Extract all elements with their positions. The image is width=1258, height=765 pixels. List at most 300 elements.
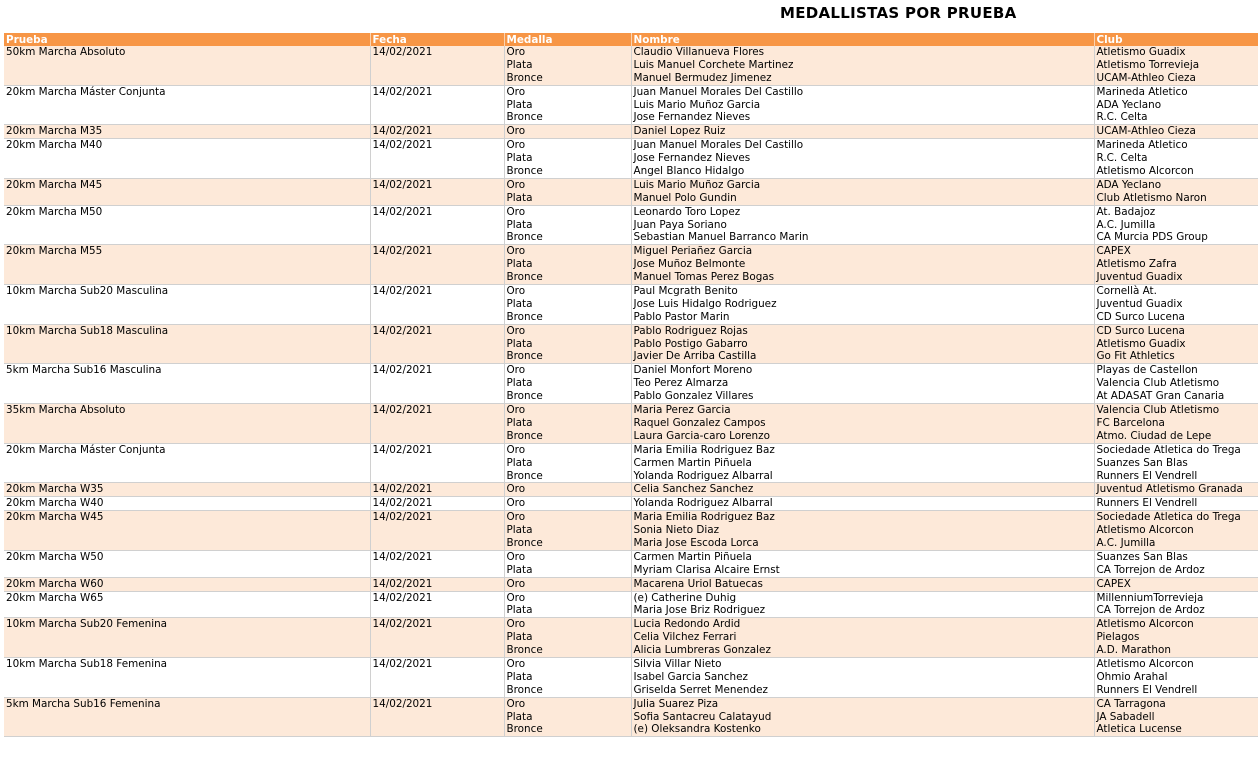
medalla-text: Plata	[506, 377, 533, 390]
nombre-cell	[631, 483, 1094, 497]
prueba-cell	[4, 443, 370, 483]
club-text: At ADASAT Gran Canaria	[1096, 390, 1225, 403]
medalla-text: Bronce	[506, 310, 543, 323]
medalla-cell	[504, 657, 631, 697]
fecha-cell	[370, 324, 504, 364]
fecha-text: 14/02/2021	[372, 85, 433, 98]
medalla-text: Oro	[506, 46, 526, 58]
table-row	[4, 618, 1258, 658]
fecha-text: 14/02/2021	[372, 511, 433, 524]
club-text: CD Surco Lucena	[1096, 324, 1185, 337]
prueba-text: 20km Marcha W65	[6, 591, 104, 604]
fecha-text: 14/02/2021	[372, 697, 433, 710]
medalla-text: Oro	[506, 657, 526, 670]
medalla-text: Plata	[506, 416, 533, 429]
nombre-text: Manuel Tomas Perez Bogas	[633, 271, 775, 284]
nombre-text: Isabel Garcia Sanchez	[633, 670, 748, 683]
fecha-cell	[370, 404, 504, 444]
club-text: ADA Yeclano	[1096, 178, 1162, 191]
club-text: Runners El Vendrell	[1096, 683, 1198, 696]
table-row	[4, 483, 1258, 497]
prueba-cell	[4, 125, 370, 139]
nombre-text: Juan Manuel Morales Del Castillo	[633, 85, 804, 98]
nombre-text: Maria Perez Garcia	[633, 404, 731, 417]
fecha-text: 14/02/2021	[372, 364, 433, 377]
medalla-cell	[504, 591, 631, 618]
club-cell	[1094, 497, 1258, 511]
prueba-text: 10km Marcha Sub20 Femenina	[6, 618, 168, 631]
nombre-text: Sofia Santacreu Calatayud	[633, 710, 772, 723]
club-text: Atmo. Ciudad de Lepe	[1096, 429, 1212, 442]
prueba-cell	[4, 324, 370, 364]
medalla-text: Bronce	[506, 350, 543, 363]
table-row	[4, 46, 1258, 85]
prueba-text: 20km Marcha W35	[6, 483, 104, 496]
medalla-text: Plata	[506, 337, 533, 350]
club-text: Valencia Club Atletismo	[1096, 404, 1220, 417]
club-text: Playas de Castellon	[1096, 364, 1198, 377]
medalla-text: Bronce	[506, 723, 543, 736]
fecha-text: 14/02/2021	[372, 657, 433, 670]
club-cell	[1094, 657, 1258, 697]
club-text: A.D. Marathon	[1096, 644, 1171, 657]
prueba-text: 20km Marcha W45	[6, 511, 104, 524]
medalla-text: Bronce	[506, 469, 543, 482]
club-cell	[1094, 443, 1258, 483]
nombre-cell	[631, 657, 1094, 697]
prueba-cell	[4, 245, 370, 285]
medalla-text: Oro	[506, 443, 526, 456]
table-row	[4, 697, 1258, 737]
nombre-text: Lucia Redondo Ardid	[633, 618, 741, 631]
table-row	[4, 364, 1258, 404]
fecha-text: 14/02/2021	[372, 285, 433, 298]
prueba-cell	[4, 497, 370, 511]
medalla-cell	[504, 618, 631, 658]
nombre-cell	[631, 618, 1094, 658]
nombre-text: Pablo Gonzalez Villares	[633, 390, 754, 403]
nombre-text: Manuel Polo Gundin	[633, 191, 737, 204]
medalla-cell	[504, 178, 631, 205]
nombre-text: Jose Muñoz Belmonte	[633, 258, 746, 271]
fecha-text: 14/02/2021	[372, 577, 433, 590]
medalla-cell	[504, 483, 631, 497]
medalla-cell	[504, 511, 631, 551]
medalla-text: Oro	[506, 364, 526, 377]
nombre-text: Alicia Lumbreras Gonzalez	[633, 644, 771, 657]
club-cell	[1094, 46, 1258, 85]
header-row	[4, 33, 1258, 46]
fecha-text: 14/02/2021	[372, 550, 433, 563]
medalla-text: Plata	[506, 58, 533, 71]
nombre-text: Maria Jose Escoda Lorca	[633, 536, 759, 549]
nombre-text: Daniel Lopez Ruiz	[633, 125, 726, 138]
medalla-text: Oro	[506, 483, 526, 496]
fecha-cell	[370, 577, 504, 591]
medalla-text: Bronce	[506, 271, 543, 284]
club-text: Ohmio Arahal	[1096, 670, 1168, 683]
prueba-text: 10km Marcha Sub18 Masculina	[6, 324, 169, 337]
nombre-text: Sonia Nieto Diaz	[633, 524, 720, 537]
fecha-cell	[370, 139, 504, 179]
prueba-text: 20km Marcha M50	[6, 205, 103, 218]
fecha-cell	[370, 178, 504, 205]
medalla-text: Oro	[506, 178, 526, 191]
medalla-text: Oro	[506, 550, 526, 563]
club-cell	[1094, 483, 1258, 497]
club-cell	[1094, 511, 1258, 551]
prueba-cell	[4, 46, 370, 85]
prueba-cell	[4, 139, 370, 179]
table-row	[4, 577, 1258, 591]
nombre-cell	[631, 497, 1094, 511]
nombre-text: Luis Mario Muñoz Garcia	[633, 98, 761, 111]
table-row	[4, 511, 1258, 551]
prueba-text: 20km Marcha M55	[6, 245, 103, 258]
nombre-cell	[631, 85, 1094, 125]
nombre-text: Carmen Martin Piñuela	[633, 550, 752, 563]
medalla-text: Plata	[506, 524, 533, 537]
medalla-text: Bronce	[506, 111, 543, 124]
medalla-text: Oro	[506, 497, 526, 510]
table-row	[4, 245, 1258, 285]
fecha-text: 14/02/2021	[372, 404, 433, 417]
nombre-text: Jose Luis Hidalgo Rodriguez	[633, 297, 777, 310]
medalla-text: Oro	[506, 285, 526, 298]
fecha-text: 14/02/2021	[372, 443, 433, 456]
table-row	[4, 178, 1258, 205]
nombre-cell	[631, 245, 1094, 285]
club-text: UCAM-Athleo Cieza	[1096, 125, 1196, 138]
nombre-cell	[631, 697, 1094, 737]
club-text: ADA Yeclano	[1096, 98, 1162, 111]
club-text: Sociedade Atletica do Trega	[1096, 511, 1241, 524]
nombre-text: Celia Vilchez Ferrari	[633, 631, 737, 644]
club-text: Atletica Lucense	[1096, 723, 1182, 736]
club-text: R.C. Celta	[1096, 152, 1148, 165]
prueba-text: 50km Marcha Absoluto	[6, 46, 126, 58]
medalla-text: Oro	[506, 245, 526, 258]
club-text: R.C. Celta	[1096, 111, 1148, 124]
nombre-text: Pablo Postigo Gabarro	[633, 337, 748, 350]
nombre-text: Myriam Clarisa Alcaire Ernst	[633, 563, 780, 576]
club-text: CA Murcia PDS Group	[1096, 231, 1208, 244]
medalla-text: Oro	[506, 85, 526, 98]
medalla-text: Oro	[506, 697, 526, 710]
club-text: Juventud Guadix	[1096, 297, 1183, 310]
nombre-text: Yolanda Rodriguez Albarral	[633, 497, 773, 510]
table-row	[4, 139, 1258, 179]
prueba-text: 20km Marcha W40	[6, 497, 104, 510]
nombre-text: Juan Manuel Morales Del Castillo	[633, 139, 804, 152]
prueba-cell	[4, 618, 370, 658]
table-row	[4, 324, 1258, 364]
nombre-text: Claudio Villanueva Flores	[633, 46, 765, 58]
table-row	[4, 125, 1258, 139]
nombre-text: Miguel Periañez Garcia	[633, 245, 753, 258]
club-text: JA Sabadell	[1096, 710, 1155, 723]
medalla-cell	[504, 46, 631, 85]
table-row	[4, 285, 1258, 325]
medalla-cell	[504, 697, 631, 737]
table-row	[4, 404, 1258, 444]
fecha-text: 14/02/2021	[372, 205, 433, 218]
fecha-cell	[370, 497, 504, 511]
fecha-text: 14/02/2021	[372, 46, 433, 58]
fecha-cell	[370, 511, 504, 551]
fecha-cell	[370, 125, 504, 139]
club-cell	[1094, 577, 1258, 591]
table-row	[4, 85, 1258, 125]
club-cell	[1094, 285, 1258, 325]
nombre-text: Paul Mcgrath Benito	[633, 285, 738, 298]
nombre-text: Julia Suarez Piza	[633, 697, 719, 710]
prueba-text: 20km Marcha M45	[6, 178, 103, 191]
club-text: CAPEX	[1096, 245, 1131, 258]
medalla-text: Oro	[506, 577, 526, 590]
nombre-text: Pablo Rodriguez Rojas	[633, 324, 748, 337]
header-medalla[interactable]: Medalla	[504, 33, 631, 46]
nombre-text: Luis Mario Muñoz Garcia	[633, 178, 761, 191]
club-cell	[1094, 364, 1258, 404]
fecha-cell	[370, 483, 504, 497]
club-text: Atletismo Alcorcon	[1096, 165, 1194, 178]
club-text: Juventud Atletismo Granada	[1096, 483, 1243, 496]
nombre-cell	[631, 46, 1094, 85]
nombre-cell	[631, 404, 1094, 444]
medalla-cell	[504, 364, 631, 404]
fecha-cell	[370, 697, 504, 737]
nombre-text: Jose Fernandez Nieves	[633, 152, 751, 165]
table-row	[4, 550, 1258, 577]
medalla-text: Plata	[506, 218, 533, 231]
prueba-cell	[4, 85, 370, 125]
medalla-text: Plata	[506, 631, 533, 644]
club-text: A.C. Jumilla	[1096, 536, 1156, 549]
club-text: Atletismo Torrevieja	[1096, 58, 1200, 71]
medalla-text: Plata	[506, 297, 533, 310]
prueba-cell	[4, 591, 370, 618]
medalla-text: Bronce	[506, 644, 543, 657]
prueba-text: 20km Marcha M40	[6, 139, 103, 152]
club-text: Atletismo Alcorcon	[1096, 657, 1194, 670]
nombre-cell	[631, 324, 1094, 364]
medalla-text: Plata	[506, 152, 533, 165]
prueba-text: 20km Marcha Máster Conjunta	[6, 85, 166, 98]
club-text: UCAM-Athleo Cieza	[1096, 71, 1196, 84]
fecha-text: 14/02/2021	[372, 497, 433, 510]
prueba-cell	[4, 178, 370, 205]
nombre-text: Griselda Serret Menendez	[633, 683, 768, 696]
fecha-cell	[370, 657, 504, 697]
fecha-cell	[370, 364, 504, 404]
medalla-cell	[504, 497, 631, 511]
medalla-text: Plata	[506, 710, 533, 723]
medalla-cell	[504, 550, 631, 577]
medalla-cell	[504, 125, 631, 139]
nombre-cell	[631, 591, 1094, 618]
prueba-cell	[4, 483, 370, 497]
table-row	[4, 443, 1258, 483]
fecha-cell	[370, 245, 504, 285]
prueba-cell	[4, 205, 370, 245]
nombre-cell	[631, 511, 1094, 551]
nombre-cell	[631, 443, 1094, 483]
prueba-cell	[4, 404, 370, 444]
medalla-cell	[504, 285, 631, 325]
club-text: Suanzes San Blas	[1096, 550, 1188, 563]
header-nombre[interactable]: Nombre	[631, 33, 1094, 46]
club-text: Club Atletismo Naron	[1096, 191, 1207, 204]
club-text: Marineda Atletico	[1096, 85, 1188, 98]
fecha-cell	[370, 205, 504, 245]
page-title: MEDALLISTAS POR PRUEBA	[780, 4, 1017, 22]
club-cell	[1094, 591, 1258, 618]
medalla-text: Plata	[506, 604, 533, 617]
header-fecha[interactable]: Fecha	[370, 33, 504, 46]
medalla-text: Bronce	[506, 165, 543, 178]
club-text: FC Barcelona	[1096, 416, 1165, 429]
medalla-text: Bronce	[506, 683, 543, 696]
club-text: Atletismo Alcorcon	[1096, 618, 1194, 631]
medalla-text: Plata	[506, 563, 533, 576]
club-text: CA Tarragona	[1096, 697, 1166, 710]
nombre-text: Manuel Bermudez Jimenez	[633, 71, 772, 84]
club-cell	[1094, 139, 1258, 179]
club-cell	[1094, 125, 1258, 139]
medalla-text: Oro	[506, 618, 526, 631]
prueba-cell	[4, 697, 370, 737]
medalla-text: Oro	[506, 591, 526, 604]
table-row	[4, 591, 1258, 618]
nombre-text: (e) Catherine Duhig	[633, 591, 737, 604]
medalla-text: Oro	[506, 324, 526, 337]
club-text: A.C. Jumilla	[1096, 218, 1156, 231]
fecha-text: 14/02/2021	[372, 139, 433, 152]
nombre-cell	[631, 205, 1094, 245]
prueba-text: 20km Marcha W50	[6, 550, 104, 563]
nombre-text: Laura Garcia-caro Lorenzo	[633, 429, 770, 442]
club-text: Suanzes San Blas	[1096, 456, 1188, 469]
club-text: Runners El Vendrell	[1096, 469, 1198, 482]
fecha-text: 14/02/2021	[372, 125, 433, 138]
club-cell	[1094, 85, 1258, 125]
nombre-text: Leonardo Toro Lopez	[633, 205, 741, 218]
medalla-text: Bronce	[506, 429, 543, 442]
nombre-text: Javier De Arriba Castilla	[633, 350, 757, 363]
club-text: At. Badajoz	[1096, 205, 1156, 218]
medalla-text: Plata	[506, 670, 533, 683]
header-prueba[interactable]: Prueba	[4, 33, 370, 46]
fecha-cell	[370, 550, 504, 577]
medalla-text: Oro	[506, 125, 526, 138]
medalla-text: Oro	[506, 511, 526, 524]
fecha-cell	[370, 46, 504, 85]
prueba-text: 10km Marcha Sub20 Masculina	[6, 285, 169, 298]
nombre-cell	[631, 139, 1094, 179]
medalla-text: Bronce	[506, 390, 543, 403]
table-body	[4, 46, 1258, 737]
club-cell	[1094, 178, 1258, 205]
nombre-cell	[631, 285, 1094, 325]
prueba-text: 35km Marcha Absoluto	[6, 404, 126, 417]
club-text: Pielagos	[1096, 631, 1140, 644]
nombre-text: Raquel Gonzalez Campos	[633, 416, 766, 429]
fecha-text: 14/02/2021	[372, 591, 433, 604]
nombre-text: Celia Sanchez Sanchez	[633, 483, 754, 496]
medalla-text: Bronce	[506, 231, 543, 244]
prueba-cell	[4, 577, 370, 591]
medalla-text: Plata	[506, 258, 533, 271]
fecha-cell	[370, 443, 504, 483]
nombre-cell	[631, 178, 1094, 205]
medalla-text: Plata	[506, 191, 533, 204]
club-text: Valencia Club Atletismo	[1096, 377, 1220, 390]
club-text: Sociedade Atletica do Trega	[1096, 443, 1241, 456]
header-club[interactable]: Club	[1094, 33, 1258, 46]
prueba-text: 20km Marcha M35	[6, 125, 103, 138]
club-cell	[1094, 697, 1258, 737]
club-text: Runners El Vendrell	[1096, 497, 1198, 510]
fecha-cell	[370, 618, 504, 658]
medalla-cell	[504, 443, 631, 483]
nombre-text: Silvia Villar Nieto	[633, 657, 722, 670]
club-text: Juventud Guadix	[1096, 271, 1183, 284]
club-text: Atletismo Zafra	[1096, 258, 1177, 271]
club-text: CAPEX	[1096, 577, 1131, 590]
medalla-cell	[504, 205, 631, 245]
medalla-cell	[504, 577, 631, 591]
prueba-cell	[4, 364, 370, 404]
nombre-cell	[631, 577, 1094, 591]
medalla-text: Plata	[506, 98, 533, 111]
medalla-text: Oro	[506, 205, 526, 218]
club-text: CA Torrejon de Ardoz	[1096, 604, 1205, 617]
table-row	[4, 497, 1258, 511]
nombre-text: Teo Perez Almarza	[633, 377, 729, 390]
nombre-text: Angel Blanco Hidalgo	[633, 165, 745, 178]
table-row	[4, 657, 1258, 697]
club-text: Cornellà At.	[1096, 285, 1157, 298]
medalla-cell	[504, 404, 631, 444]
nombre-text: Carmen Martin Piñuela	[633, 456, 752, 469]
club-text: Atletismo Guadix	[1096, 46, 1186, 58]
nombre-text: Daniel Monfort Moreno	[633, 364, 753, 377]
prueba-text: 20km Marcha Máster Conjunta	[6, 443, 166, 456]
nombre-cell	[631, 364, 1094, 404]
club-text: CA Torrejon de Ardoz	[1096, 563, 1205, 576]
prueba-cell	[4, 285, 370, 325]
nombre-cell	[631, 125, 1094, 139]
medalla-text: Oro	[506, 404, 526, 417]
nombre-text: (e) Oleksandra Kostenko	[633, 723, 761, 736]
fecha-cell	[370, 85, 504, 125]
fecha-text: 14/02/2021	[372, 618, 433, 631]
club-text: Go Fit Athletics	[1096, 350, 1175, 363]
nombre-text: Yolanda Rodriguez Albarral	[633, 469, 773, 482]
nombre-text: Maria Emilia Rodriguez Baz	[633, 443, 775, 456]
prueba-cell	[4, 657, 370, 697]
medalla-text: Bronce	[506, 536, 543, 549]
medalla-cell	[504, 324, 631, 364]
medalla-cell	[504, 245, 631, 285]
medallists-table	[4, 33, 1258, 737]
nombre-text: Jose Fernandez Nieves	[633, 111, 751, 124]
nombre-text: Maria Emilia Rodriguez Baz	[633, 511, 775, 524]
medalla-cell	[504, 139, 631, 179]
medalla-cell	[504, 85, 631, 125]
club-cell	[1094, 550, 1258, 577]
